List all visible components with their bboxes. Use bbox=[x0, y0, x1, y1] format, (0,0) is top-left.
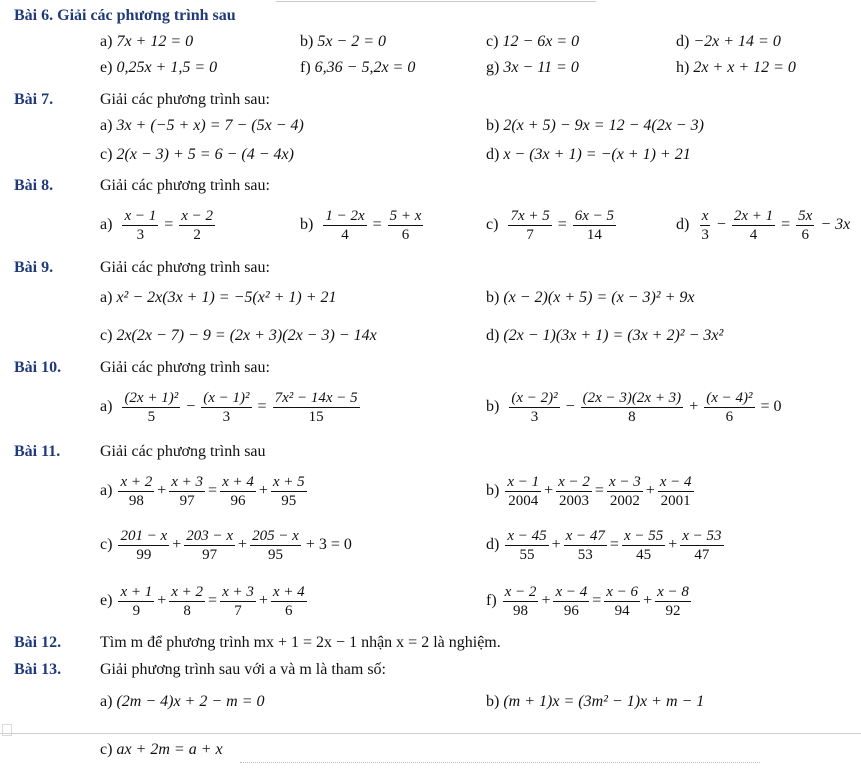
fraction: $\frac{x - 2}{2}$ bbox=[181, 207, 214, 243]
fraction: $\frac{x - 55}{45}$ bbox=[623, 527, 664, 563]
fraction: $\frac{x + 4}{96}$ bbox=[222, 473, 254, 509]
fraction: $\frac{x - 53}{47}$ bbox=[682, 527, 722, 563]
fraction: $\frac{x + 3}{7}$ bbox=[222, 583, 254, 619]
fraction: $\frac{x}{3}$ bbox=[701, 207, 709, 243]
exercise-9-item-c: c) 2x(2x − 7) − 9 = (2x + 3)(2x − 3) − 14x bbox=[100, 327, 377, 344]
exercise-11-item-b: b) $\frac{x - 1}{2004}$ + $\frac{x - 2}{2003}$ = $\frac{x - 3}{2002}$ + $\frac{x - 4}{2001}$ bbox=[486, 473, 692, 509]
exercise-7-instruction: Giải các phương trình sau: bbox=[100, 91, 270, 108]
exercise-9-instruction: Giải các phương trình sau: bbox=[100, 259, 270, 276]
fraction: $\frac{x + 4}{6}$ bbox=[272, 583, 305, 619]
fraction: $\frac{x - 3}{2002}$ bbox=[608, 473, 641, 509]
fraction: $\frac{(2x - 3)(2x + 3)}{8}$ bbox=[582, 389, 682, 425]
exercise-8-item-a: a) $\frac{x - 1}{3}$ = $\frac{x - 2}{2}$ bbox=[100, 207, 214, 243]
fraction: $\frac{205 - x}{95}$ bbox=[252, 527, 299, 563]
exercise-7-item-b: b) 2(x + 5) − 9x = 12 − 4(2x − 3) bbox=[486, 117, 704, 134]
fraction: $\frac{\text{(x − 1)²}}{3}$ bbox=[203, 389, 250, 425]
fraction: $\frac{x - 4}{96}$ bbox=[555, 583, 588, 619]
fraction: $\frac{x - 4}{2001}$ bbox=[659, 473, 692, 509]
exercise-6-item-e: e) 0,25x + 1,5 = 0 bbox=[100, 59, 218, 76]
fraction: $\frac{1 - 2x}{4}$ bbox=[325, 207, 365, 243]
exercise-10-item-a: a) $\frac{\text{(2x + 1)²}}{5}$ − $\frac{\text{(x − 1)²}}{3}$ = $\frac{\text{7x² − 14x − 5}}{15}$ bbox=[100, 389, 358, 425]
fraction: $\frac{x - 1}{2004}$ bbox=[507, 473, 540, 509]
page-separator bbox=[0, 733, 861, 734]
exercise-13-item-b: b) (m + 1)x = (3m² − 1)x + m − 1 bbox=[486, 693, 705, 710]
fraction: $\frac{x + 3}{97}$ bbox=[171, 473, 204, 509]
fraction: $\frac{\text{7x² − 14x − 5}}{15}$ bbox=[274, 389, 358, 425]
exercise-13-item-a: a) (2m − 4)x + 2 − m = 0 bbox=[100, 693, 265, 710]
fraction: $\frac{7x + 5}{7}$ bbox=[510, 207, 550, 243]
fraction: $\frac{\text{(2x + 1)²}}{5}$ bbox=[124, 389, 179, 425]
exercise-6-item-c: c) 12 − 6x = 0 bbox=[486, 33, 580, 50]
fraction: $\frac{x + 2}{8}$ bbox=[171, 583, 204, 619]
exercise-6-item-d: d) −2x + 14 = 0 bbox=[676, 33, 781, 50]
exercise-6-item-g: g) 3x − 11 = 0 bbox=[486, 59, 579, 76]
fraction: $\frac{\text{(x − 4)²}}{6}$ bbox=[706, 389, 753, 425]
fraction: $\frac{x - 47}{53}$ bbox=[565, 527, 605, 563]
exercise-13-instruction: Giải phương trình sau với a và m là tham số: bbox=[100, 661, 386, 678]
fraction: $\frac{x + 2}{98}$ bbox=[120, 473, 153, 509]
fraction: $\frac{5 + x}{6}$ bbox=[389, 207, 422, 243]
fraction: $\frac{x - 6}{94}$ bbox=[606, 583, 639, 619]
exercise-7-item-a: a) 3x + (−5 + x) = 7 − (5x − 4) bbox=[100, 117, 304, 134]
exercise-8-item-c: c) $\frac{7x + 5}{7}$ = $\frac{6x - 5}{14}$ bbox=[486, 207, 615, 243]
exercise-9-heading: Bài 9. bbox=[14, 259, 54, 276]
exercise-6-heading: Bài 6. Giải các phương trình sau bbox=[14, 7, 236, 24]
fraction: $\frac{203 - x}{97}$ bbox=[186, 527, 234, 563]
exercise-10-instruction: Giải các phương trình sau: bbox=[100, 359, 270, 376]
exercise-8-heading: Bài 8. bbox=[14, 177, 54, 194]
exercise-12-text: Tìm m để phương trình mx + 1 = 2x − 1 nhận x = 2 là nghiệm. bbox=[100, 634, 501, 651]
exercise-11-item-a: a) $\frac{x + 2}{98}$ + $\frac{x + 3}{97}$ = $\frac{x + 4}{96}$ + $\frac{x + 5}{95}$ bbox=[100, 473, 305, 509]
exercise-8-instruction: Giải các phương trình sau: bbox=[100, 177, 270, 194]
fraction: $\frac{x + 1}{9}$ bbox=[120, 583, 153, 619]
exercise-11-item-d: d) $\frac{x - 45}{55}$ + $\frac{x - 47}{53}$ = $\frac{x - 55}{45}$ + $\frac{x - 53}{47}$ bbox=[486, 527, 722, 563]
exercise-12-heading: Bài 12. bbox=[14, 634, 62, 651]
exercise-6-item-a: a) 7x + 12 = 0 bbox=[100, 33, 194, 50]
exercise-11-item-e: e) $\frac{x + 1}{9}$ + $\frac{x + 2}{8}$ = $\frac{x + 3}{7}$ + $\frac{x + 4}{6}$ bbox=[100, 583, 305, 619]
exercise-6-item-b: b) 5x − 2 = 0 bbox=[300, 33, 387, 50]
fraction: $\frac{2x + 1}{4}$ bbox=[733, 207, 774, 243]
exercise-11-item-f: f) $\frac{x - 2}{98}$ + $\frac{x - 4}{96}$ = $\frac{x - 6}{94}$ + $\frac{x - 8}{92}$ bbox=[486, 583, 689, 619]
exercise-7-item-d: d) x − (3x + 1) = −(x + 1) + 21 bbox=[486, 146, 691, 163]
exercise-11-heading: Bài 11. bbox=[14, 443, 61, 460]
exercise-8-item-b: b) $\frac{1 - 2x}{4}$ = $\frac{5 + x}{6}$ bbox=[300, 207, 422, 243]
fraction: $\frac{x - 8}{92}$ bbox=[657, 583, 689, 619]
fraction: $\frac{x - 1}{3}$ bbox=[124, 207, 157, 243]
fraction: $\frac{\text{(x − 2)²}}{3}$ bbox=[511, 389, 558, 425]
exercise-11-item-c: c) $\frac{201 - x}{99}$ + $\frac{203 - x}{97}$ + $\frac{205 - x}{95}$ + 3 = 0 bbox=[100, 527, 352, 563]
exercise-7-heading: Bài 7. bbox=[14, 91, 54, 108]
exercise-13-heading: Bài 13. bbox=[14, 661, 62, 678]
exercise-7-item-c: c) 2(x − 3) + 5 = 6 − (4 − 4x) bbox=[100, 146, 294, 163]
exercise-11-instruction: Giải các phương trình sau bbox=[100, 443, 266, 460]
exercise-10-heading: Bài 10. bbox=[14, 359, 62, 376]
table-marker bbox=[2, 724, 12, 736]
exercise-6-item-f: f) 6,36 − 5,2x = 0 bbox=[300, 59, 416, 76]
exercise-6-item-h: h) 2x + x + 12 = 0 bbox=[676, 59, 796, 76]
exercise-13-item-c: c) ax + 2m = a + x bbox=[100, 741, 223, 758]
fraction: $\frac{5x}{6}$ bbox=[798, 207, 813, 243]
exercise-9-item-b: b) (x − 2)(x + 5) = (x − 3)² + 9x bbox=[486, 289, 695, 306]
fraction: $\frac{x - 2}{98}$ bbox=[504, 583, 537, 619]
exercise-10-item-b: b) $\frac{\text{(x − 2)²}}{3}$ − $\frac{(2x - 3)(2x + 3)}{8}$ + $\frac{\text{(x − 4)²}}{6}$ = 0 bbox=[486, 389, 782, 425]
fraction: $\frac{x + 5}{95}$ bbox=[272, 473, 305, 509]
exercise-8-item-d: d) $\frac{x}{3}$ − $\frac{2x + 1}{4}$ = $\frac{5x}{6}$ − 3x bbox=[676, 207, 851, 243]
exercise-9-item-a: a) x² − 2x(3x + 1) = −5(x² + 1) + 21 bbox=[100, 289, 337, 306]
fraction: $\frac{201 - x}{99}$ bbox=[120, 527, 168, 563]
fraction: $\frac{x - 45}{55}$ bbox=[507, 527, 547, 563]
top-rule bbox=[276, 1, 596, 2]
exercise-9-item-d: d) (2x − 1)(3x + 1) = (3x + 2)² − 3x² bbox=[486, 327, 724, 344]
fraction: $\frac{6x - 5}{14}$ bbox=[574, 207, 615, 243]
fraction: $\frac{x - 2}{2003}$ bbox=[558, 473, 590, 509]
